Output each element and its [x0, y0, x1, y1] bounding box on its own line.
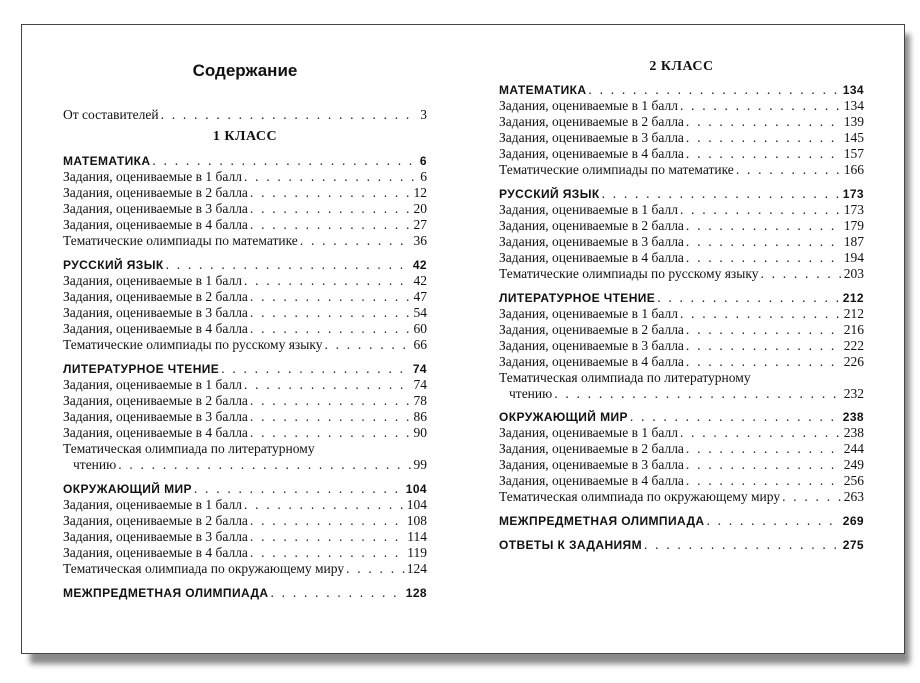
leader-dots: [680, 306, 842, 322]
entry-page: 212: [843, 306, 864, 321]
toc-entry-intro[interactable]: [63, 107, 427, 123]
section-title: ОКРУЖАЮЩИЙ МИР: [63, 482, 192, 496]
page-title: Содержание: [192, 61, 298, 80]
toc-entry[interactable]: [63, 185, 427, 201]
entry-label: Задания, оцениваемые в 2 балла: [63, 289, 248, 304]
entry-page: 54: [413, 305, 427, 320]
entry-label-line1: Тематическая олимпиада по литературному: [63, 441, 315, 456]
leader-dots: [244, 497, 405, 513]
entry-label: Задания, оцениваемые в 3 балла: [499, 130, 684, 145]
section-page: 238: [842, 410, 864, 424]
entry-page: 66: [413, 337, 427, 352]
toc-entry[interactable]: [63, 425, 427, 441]
toc-entry[interactable]: [499, 354, 864, 370]
toc-entry[interactable]: [499, 322, 864, 338]
leader-dots: [680, 98, 842, 114]
entry-page: 157: [843, 146, 864, 161]
leader-dots: [250, 321, 412, 337]
entry-page: 90: [413, 425, 427, 440]
section-title: ЛИТЕРАТУРНОЕ ЧТЕНИЕ: [499, 291, 656, 305]
leader-dots: [686, 441, 842, 457]
entry-label: Задания, оцениваемые в 1 балл: [63, 497, 242, 512]
entry-label: Тематическая олимпиада по окружающему миру: [63, 561, 345, 576]
section-page: 275: [842, 538, 864, 552]
leader-dots: [554, 386, 842, 402]
section-title: РУССКИЙ ЯЗЫК: [63, 258, 164, 272]
entry-page: 47: [413, 289, 427, 304]
toc-section-world[interactable]: [499, 409, 864, 425]
toc-entry[interactable]: [63, 529, 427, 545]
toc-entry[interactable]: [499, 489, 864, 505]
leader-dots: [250, 425, 412, 441]
toc-entry[interactable]: [499, 338, 864, 354]
section-page: 128: [405, 586, 427, 600]
entry-label: Задания, оцениваемые в 3 балла: [63, 201, 248, 216]
toc-entry[interactable]: [499, 425, 864, 441]
entry-page: 226: [843, 354, 864, 369]
toc-entry[interactable]: [63, 201, 427, 217]
section-page: 212: [842, 291, 864, 305]
entry-label: От составителей: [63, 107, 159, 122]
entry-label-line1: Тематическая олимпиада по литературному: [499, 370, 751, 385]
section-page: 74: [412, 362, 427, 376]
toc-entry[interactable]: [63, 217, 427, 233]
entry-label: Задания, оцениваемые в 4 балла: [63, 545, 248, 560]
grade-heading: 1 КЛАСС: [212, 129, 278, 144]
leader-dots: [686, 354, 842, 370]
entry-label: Задания, оцениваемые в 2 балла: [63, 513, 248, 528]
toc-entry[interactable]: [499, 386, 864, 402]
entry-label: Задания, оцениваемые в 2 балла: [63, 185, 248, 200]
toc-entry[interactable]: [499, 250, 864, 266]
toc-section-interdisciplinary[interactable]: [499, 513, 864, 529]
toc-section-russian[interactable]: [499, 186, 864, 202]
toc-entry[interactable]: [499, 473, 864, 489]
entry-label: Задания, оцениваемые в 2 балла: [499, 218, 684, 233]
entry-label: Тематические олимпиады по русскому языку: [499, 266, 759, 281]
entry-page: 6: [420, 169, 427, 184]
toc-section-interdisciplinary[interactable]: [63, 585, 427, 601]
entry-page: 20: [413, 201, 427, 216]
leader-dots: [221, 361, 411, 377]
leader-dots: [271, 585, 404, 601]
entry-label: Задания, оцениваемые в 3 балла: [63, 305, 248, 320]
toc-section-literature[interactable]: [499, 290, 864, 306]
entry-page: 3: [420, 107, 427, 122]
leader-dots: [346, 561, 405, 577]
entry-label: Задания, оцениваемые в 4 балла: [63, 321, 248, 336]
toc-section-math[interactable]: [499, 82, 864, 98]
entry-page: 60: [413, 321, 427, 336]
leader-dots: [686, 130, 842, 146]
toc-entry[interactable]: [63, 233, 427, 249]
section-title: МЕЖПРЕДМЕТНАЯ ОЛИМПИАДА: [499, 514, 705, 528]
entry-page: 108: [406, 513, 427, 528]
toc-entry[interactable]: [499, 266, 864, 282]
leader-dots: [686, 250, 842, 266]
entry-page: 36: [413, 233, 427, 248]
leader-dots: [602, 186, 841, 202]
entry-page: 74: [413, 377, 427, 392]
leader-dots: [760, 266, 841, 282]
entry-page: 104: [406, 497, 427, 512]
toc-section-russian[interactable]: [63, 257, 427, 273]
leader-dots: [250, 201, 412, 217]
entry-label: Задания, оцениваемые в 4 балла: [63, 425, 248, 440]
leader-dots: [588, 82, 840, 98]
entry-label: Задания, оцениваемые в 1 балл: [499, 425, 678, 440]
entry-page: 179: [843, 218, 864, 233]
toc-entry[interactable]: [63, 457, 427, 473]
entry-label: Задания, оцениваемые в 2 балла: [499, 322, 684, 337]
section-page: 269: [842, 514, 864, 528]
entry-label: Задания, оцениваемые в 2 балла: [499, 114, 684, 129]
entry-page: 173: [843, 202, 864, 217]
section-title: ОКРУЖАЮЩИЙ МИР: [499, 410, 628, 424]
leader-dots: [686, 234, 842, 250]
leader-dots: [686, 473, 842, 489]
section-page: 42: [412, 258, 427, 272]
toc-entry[interactable]: [63, 377, 427, 393]
toc-entry[interactable]: [63, 409, 427, 425]
leader-dots: [686, 338, 842, 354]
toc-entry[interactable]: [499, 114, 864, 130]
leader-dots: [707, 513, 841, 529]
entry-page: 78: [413, 393, 427, 408]
toc-entry[interactable]: [63, 393, 427, 409]
entry-label: Задания, оцениваемые в 3 балла: [499, 338, 684, 353]
leader-dots: [244, 377, 412, 393]
entry-page: 203: [843, 266, 864, 281]
section-page: 104: [405, 482, 427, 496]
section-page: 173: [842, 187, 864, 201]
entry-page: 27: [413, 217, 427, 232]
leader-dots: [686, 218, 842, 234]
toc-entry[interactable]: [63, 513, 427, 529]
leader-dots: [644, 537, 841, 553]
entry-page: 249: [843, 457, 864, 472]
entry-page: 216: [843, 322, 864, 337]
entry-label: Задания, оцениваемые в 3 балла: [63, 409, 248, 424]
entry-page: 145: [843, 130, 864, 145]
entry-label: Задания, оцениваемые в 3 балла: [499, 457, 684, 472]
entry-label: Задания, оцениваемые в 4 балла: [499, 250, 684, 265]
leader-dots: [250, 529, 405, 545]
entry-page: 42: [413, 273, 427, 288]
toc-entry[interactable]: [63, 169, 427, 185]
leader-dots: [736, 162, 842, 178]
entry-page: 263: [843, 489, 864, 504]
entry-label: Задания, оцениваемые в 3 балла: [63, 529, 248, 544]
toc-entry[interactable]: [499, 457, 864, 473]
entry-page: 232: [843, 386, 864, 401]
entry-page: 139: [843, 114, 864, 129]
leader-dots: [166, 257, 411, 273]
leader-dots: [686, 322, 842, 338]
leader-dots: [324, 337, 411, 353]
entry-label: Задания, оцениваемые в 4 балла: [63, 217, 248, 232]
toc-entry[interactable]: [499, 218, 864, 234]
section-title: МАТЕМАТИКА: [499, 83, 587, 97]
leader-dots: [194, 481, 404, 497]
section-title: МЕЖПРЕДМЕТНАЯ ОЛИМПИАДА: [63, 586, 269, 600]
entry-label: Тематические олимпиады по русскому языку: [63, 337, 323, 352]
leader-dots: [250, 393, 412, 409]
toc-entry[interactable]: [499, 130, 864, 146]
toc-entry[interactable]: [499, 234, 864, 250]
toc-entry[interactable]: [499, 441, 864, 457]
entry-page: 86: [413, 409, 427, 424]
toc-section-literature[interactable]: [63, 361, 427, 377]
grade-heading: 2 КЛАСС: [649, 59, 714, 74]
entry-label: Задания, оцениваемые в 1 балл: [499, 306, 678, 321]
leader-dots: [250, 545, 405, 561]
leader-dots: [782, 489, 842, 505]
entry-page: 12: [413, 185, 427, 200]
entry-label: Задания, оцениваемые в 1 балл: [63, 377, 242, 392]
entry-label: Задания, оцениваемые в 1 балл: [63, 169, 242, 184]
entry-label: Задания, оцениваемые в 2 балла: [63, 393, 248, 408]
toc-entry[interactable]: [63, 337, 427, 353]
toc-entry[interactable]: [63, 545, 427, 561]
leader-dots: [250, 217, 412, 233]
leader-dots: [250, 513, 405, 529]
section-title: ЛИТЕРАТУРНОЕ ЧТЕНИЕ: [63, 362, 220, 376]
entry-label: Задания, оцениваемые в 4 балла: [499, 146, 684, 161]
entry-label: Задания, оцениваемые в 4 балла: [499, 354, 684, 369]
entry-page: 119: [407, 545, 427, 560]
toc-entry[interactable]: [63, 273, 427, 289]
toc-entry[interactable]: [499, 202, 864, 218]
section-page: 6: [419, 154, 427, 168]
toc-entry[interactable]: [499, 98, 864, 114]
entry-page: 222: [843, 338, 864, 353]
toc-entry[interactable]: [499, 306, 864, 322]
entry-page: 99: [413, 457, 427, 472]
entry-page: 194: [843, 250, 864, 265]
toc-entry[interactable]: [499, 162, 864, 178]
leader-dots: [161, 107, 419, 123]
toc-entry[interactable]: [63, 561, 427, 577]
toc-section-math[interactable]: [63, 153, 427, 169]
leader-dots: [657, 290, 841, 306]
entry-label: Задания, оцениваемые в 3 балла: [499, 234, 684, 249]
leader-dots: [300, 233, 412, 249]
entry-label: Задания, оцениваемые в 1 балл: [499, 98, 678, 113]
leader-dots: [680, 425, 842, 441]
section-title: РУССКИЙ ЯЗЫК: [499, 187, 600, 201]
entry-page: 244: [843, 441, 864, 456]
leader-dots: [686, 146, 842, 162]
toc-section-answers[interactable]: [499, 537, 864, 553]
toc-entry[interactable]: [63, 497, 427, 513]
leader-dots: [680, 202, 842, 218]
entry-label: чтению: [509, 386, 553, 401]
entry-page: 256: [843, 473, 864, 488]
section-title: МАТЕМАТИКА: [63, 154, 151, 168]
toc-section-world[interactable]: [63, 481, 427, 497]
toc-entry[interactable]: [63, 321, 427, 337]
toc-entry[interactable]: [63, 305, 427, 321]
leader-dots: [250, 289, 412, 305]
leader-dots: [250, 305, 412, 321]
entry-page: 134: [843, 98, 864, 113]
leader-dots: [250, 185, 412, 201]
entry-label: чтению: [73, 457, 117, 472]
entry-label: Задания, оцениваемые в 4 балла: [499, 473, 684, 488]
entry-page: 114: [407, 529, 427, 544]
entry-label: Задания, оцениваемые в 2 балла: [499, 441, 684, 456]
leader-dots: [152, 153, 418, 169]
entry-label: Задания, оцениваемые в 1 балл: [63, 273, 242, 288]
toc-entry[interactable]: [63, 289, 427, 305]
leader-dots: [686, 114, 842, 130]
leader-dots: [630, 409, 841, 425]
entry-label: Задания, оцениваемые в 1 балл: [499, 202, 678, 217]
leader-dots: [250, 409, 412, 425]
toc-entry[interactable]: [499, 146, 864, 162]
leader-dots: [118, 457, 411, 473]
entry-label: Тематические олимпиады по математике: [499, 162, 734, 177]
entry-page: 238: [843, 425, 864, 440]
entry-label: Тематическая олимпиада по окружающему миру: [499, 489, 781, 504]
section-title: ОТВЕТЫ К ЗАДАНИЯМ: [499, 538, 642, 552]
book-spread: [21, 24, 905, 654]
entry-page: 166: [843, 162, 864, 177]
entry-label: Тематические олимпиады по математике: [63, 233, 298, 248]
entry-page: 124: [406, 561, 427, 576]
leader-dots: [244, 273, 412, 289]
leader-dots: [244, 169, 418, 185]
leader-dots: [686, 457, 842, 473]
section-page: 134: [842, 83, 864, 97]
entry-page: 187: [843, 234, 864, 249]
